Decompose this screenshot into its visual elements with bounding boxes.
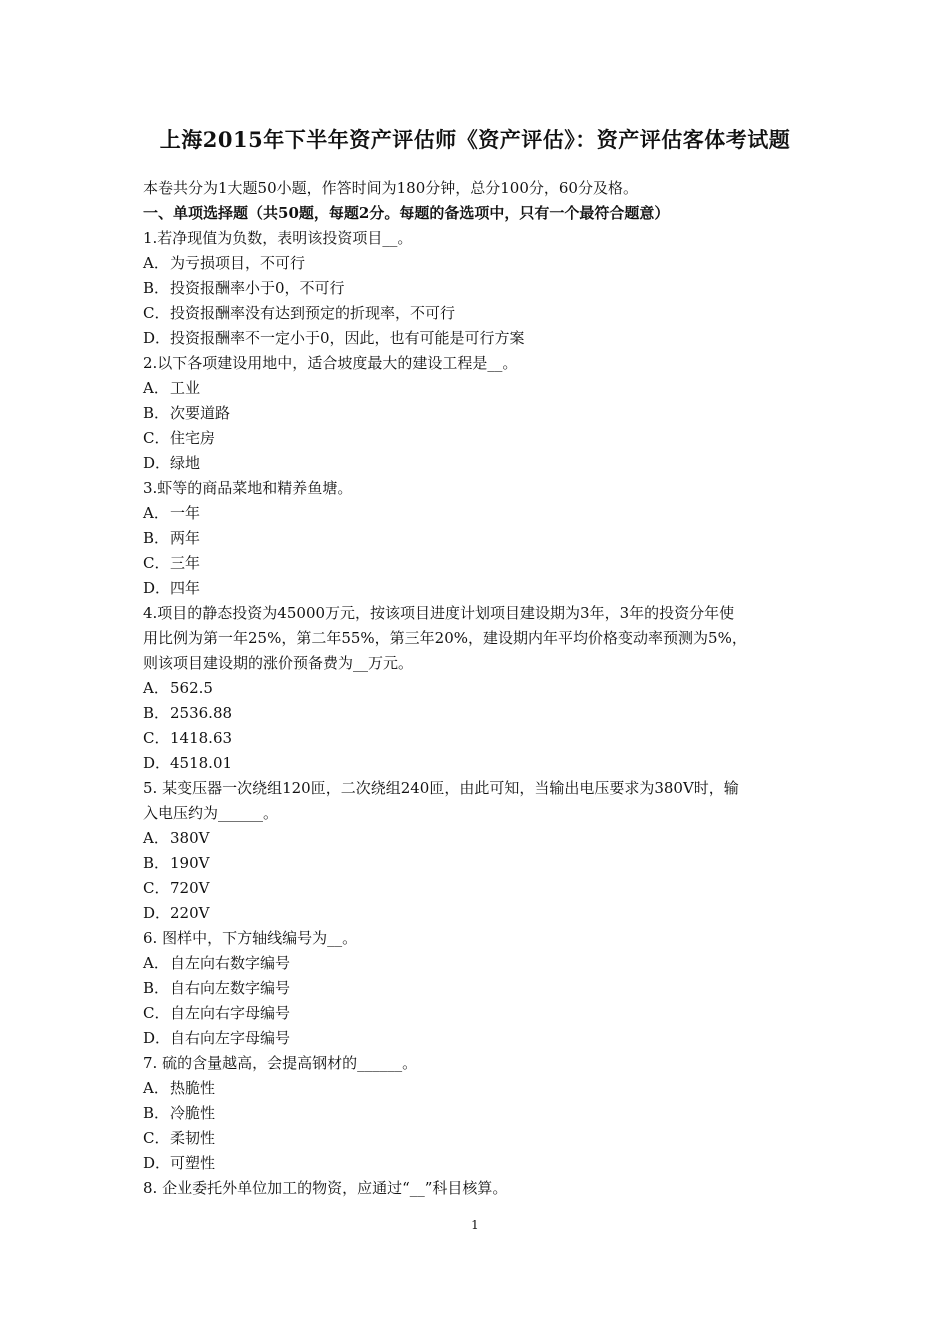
question-stem: 4.项目的静态投资为45000万元，按该项目进度计划项目建设期为3年，3年的投资分年使	[143, 604, 735, 622]
option-row	[143, 1151, 815, 1176]
option-key: D．	[143, 1154, 171, 1172]
option-row	[143, 301, 815, 326]
page-number: 1	[471, 1218, 479, 1232]
question-stem: 入电压约为______。	[143, 804, 279, 822]
option-row	[143, 251, 815, 276]
option-row	[143, 751, 815, 776]
question-list	[143, 226, 815, 1201]
option-text: 投资报酬率不一定小于0，因此，也有可能是可行方案	[170, 329, 525, 347]
option-row	[143, 701, 815, 726]
question-stem: 8. 企业委托外单位加工的物资，应通过“__”科目核算。	[143, 1179, 508, 1197]
option-text: 冷脆性	[170, 1104, 216, 1122]
question-item	[143, 776, 815, 926]
option-text: 一年	[170, 504, 201, 522]
question-item	[143, 1176, 815, 1201]
option-text: 380V	[170, 829, 210, 847]
option-row	[143, 526, 815, 551]
option-row	[143, 1126, 815, 1151]
option-key: A．	[143, 954, 169, 972]
option-row	[143, 951, 815, 976]
option-key: D．	[143, 454, 171, 472]
question-stem: 3.虾等的商品菜地和精养鱼塘。	[143, 479, 353, 497]
option-key: A．	[143, 679, 169, 697]
option-row	[143, 426, 815, 451]
question-stem: 用比例为第一年25%，第二年55%，第三年20%，建设期内年平均价格变动率预测为5%，	[143, 629, 747, 647]
option-row	[143, 851, 815, 876]
option-text: 720V	[170, 879, 210, 897]
option-key: C．	[143, 429, 170, 447]
option-row	[143, 551, 815, 576]
option-text: 工业	[170, 379, 201, 397]
option-row	[143, 451, 815, 476]
option-row	[143, 1001, 815, 1026]
option-text: 190V	[170, 854, 210, 872]
option-key: D．	[143, 904, 171, 922]
option-text: 2536.88	[170, 704, 233, 722]
option-key: A．	[143, 254, 169, 272]
option-text: 两年	[170, 529, 201, 547]
option-key: A．	[143, 504, 169, 522]
question-item	[143, 601, 815, 776]
option-row	[143, 826, 815, 851]
option-key: C．	[143, 879, 170, 897]
option-row	[143, 501, 815, 526]
option-key: B．	[143, 404, 170, 422]
option-text: 三年	[170, 554, 201, 572]
option-key: C．	[143, 1004, 170, 1022]
option-row	[143, 976, 815, 1001]
document-body	[143, 176, 815, 1201]
option-row	[143, 401, 815, 426]
option-text: 可塑性	[170, 1154, 216, 1172]
option-key: C．	[143, 729, 170, 747]
option-text: 562.5	[170, 679, 213, 697]
option-text: 四年	[170, 579, 201, 597]
option-key: A．	[143, 1079, 169, 1097]
option-row	[143, 1026, 815, 1051]
option-row	[143, 1101, 815, 1126]
option-key: C．	[143, 304, 170, 322]
option-text: 热脆性	[170, 1079, 216, 1097]
option-text: 住宅房	[170, 429, 216, 447]
option-key: B．	[143, 704, 170, 722]
option-key: B．	[143, 529, 170, 547]
option-text: 投资报酬率没有达到预定的折现率，不可行	[170, 304, 456, 322]
option-key: A．	[143, 379, 169, 397]
option-key: B．	[143, 279, 170, 297]
option-key: C．	[143, 554, 170, 572]
option-row	[143, 276, 815, 301]
option-key: A．	[143, 829, 169, 847]
section-heading: 一、单项选择题（共50题，每题2分。每题的备选项中，只有一个最符合题意）	[143, 204, 670, 222]
question-item	[143, 226, 815, 351]
option-row	[143, 326, 815, 351]
option-text: 220V	[170, 904, 210, 922]
question-stem: 5. 某变压器一次绕组120匝，二次绕组240匝，由此可知，当输出电压要求为380V时，输	[143, 779, 739, 797]
option-text: 自右向左字母编号	[170, 1029, 291, 1047]
question-item	[143, 926, 815, 1051]
option-row	[143, 726, 815, 751]
question-item	[143, 1051, 815, 1176]
option-key: D．	[143, 329, 171, 347]
question-stem: 则该项目建设期的涨价预备费为__万元。	[143, 654, 414, 672]
option-text: 自左向右字母编号	[170, 1004, 291, 1022]
page-title: 上海2015年下半年资产评估师《资产评估》：资产评估客体考试题	[159, 127, 791, 152]
option-key: D．	[143, 579, 171, 597]
option-key: B．	[143, 979, 170, 997]
option-key: C．	[143, 1129, 170, 1147]
question-stem: 2.以下各项建设用地中，适合坡度最大的建设工程是__。	[143, 354, 518, 372]
option-text: 自右向左数字编号	[170, 979, 291, 997]
option-row	[143, 876, 815, 901]
question-stem: 6. 图样中，下方轴线编号为__。	[143, 929, 358, 947]
option-key: D．	[143, 754, 171, 772]
exam-intro: 本卷共分为1大题50小题，作答时间为180分钟，总分100分，60分及格。	[143, 179, 638, 197]
option-text: 投资报酬率小于0，不可行	[170, 279, 345, 297]
question-stem: 1.若净现值为负数，表明该投资项目__。	[143, 229, 413, 247]
option-text: 次要道路	[170, 404, 231, 422]
option-row	[143, 576, 815, 601]
question-stem: 7. 硫的含量越高，会提高钢材的______。	[143, 1054, 418, 1072]
option-text: 柔韧性	[170, 1129, 216, 1147]
option-key: D．	[143, 1029, 171, 1047]
option-row	[143, 1076, 815, 1101]
option-row	[143, 676, 815, 701]
question-item	[143, 476, 815, 601]
option-text: 4518.01	[170, 754, 233, 772]
option-text: 为亏损项目，不可行	[170, 254, 306, 272]
question-item	[143, 351, 815, 476]
option-key: B．	[143, 1104, 170, 1122]
option-text: 自左向右数字编号	[170, 954, 291, 972]
option-key: B．	[143, 854, 170, 872]
option-text: 1418.63	[170, 729, 233, 747]
option-text: 绿地	[170, 454, 201, 472]
option-row	[143, 901, 815, 926]
option-row	[143, 376, 815, 401]
